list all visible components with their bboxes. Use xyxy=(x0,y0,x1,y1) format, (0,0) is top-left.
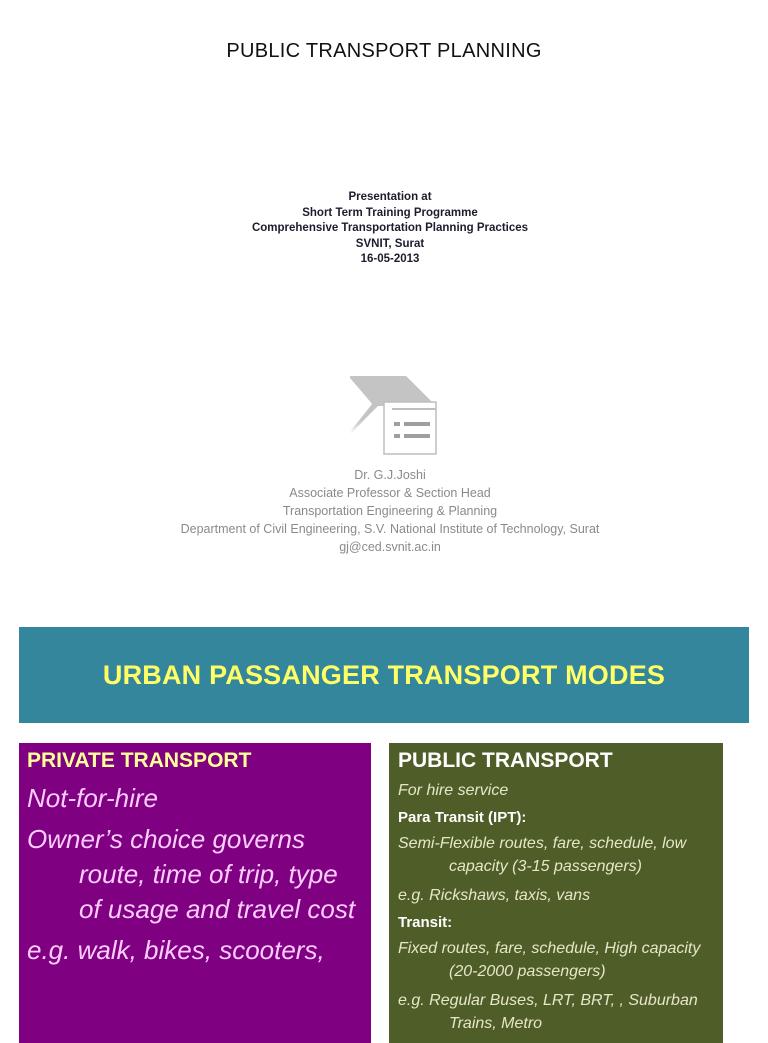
author-email[interactable]: gj@ced.svnit.ac.in xyxy=(339,540,441,554)
list-item: Not-for-hire xyxy=(27,783,159,813)
private-transport-heading: PRIVATE TRANSPORT xyxy=(27,749,252,772)
author-name: Dr. G.J.Joshi xyxy=(354,468,426,482)
private-transport-box xyxy=(19,743,371,1043)
public-transport-heading: PUBLIC TRANSPORT xyxy=(398,749,613,772)
para-transit-label: Para Transit (IPT): xyxy=(398,809,527,826)
transit-label: Transit: xyxy=(398,914,453,931)
programme-name: Short Term Training Programme xyxy=(302,206,478,219)
service-type: For hire service xyxy=(398,782,509,799)
transit-description: Fixed routes, fare, schedule, High capacity (20-2000 passengers) xyxy=(398,940,701,980)
venue: SVNIT, Surat xyxy=(355,237,425,250)
section-banner xyxy=(19,627,749,723)
institute-logo-icon xyxy=(350,376,438,456)
author-details xyxy=(0,466,768,556)
author-department: Department of Civil Engineering, S.V. National Institute of Technology, Surat xyxy=(180,522,600,536)
transit-example: e.g. Regular Buses, LRT, BRT, , Suburban Trains, Metro xyxy=(398,992,698,1032)
programme-topic: Comprehensive Transportation Planning Practices xyxy=(251,222,529,234)
para-transit-description: Semi-Flexible routes, fare, schedule, low capacity (3-15 passengers) xyxy=(398,835,687,875)
presentation-date: 16-05-2013 xyxy=(360,253,420,265)
list-item: Owner’s choice governs route, time of trip, type of usage and travel cost xyxy=(27,824,356,924)
banner-title: URBAN PASSANGER TRANSPORT MODES xyxy=(102,659,666,690)
page-title: PUBLIC TRANSPORT PLANNING xyxy=(226,40,542,62)
para-transit-example: e.g. Rickshaws, taxis, vans xyxy=(398,887,591,904)
author-position: Associate Professor & Section Head xyxy=(289,486,491,500)
presentation-details xyxy=(0,190,768,268)
public-transport-box xyxy=(389,743,723,1043)
presentation-line: Presentation at xyxy=(348,191,432,203)
author-section: Transportation Engineering & Planning xyxy=(282,504,498,518)
list-item: e.g. walk, bikes, scooters, xyxy=(27,935,325,965)
